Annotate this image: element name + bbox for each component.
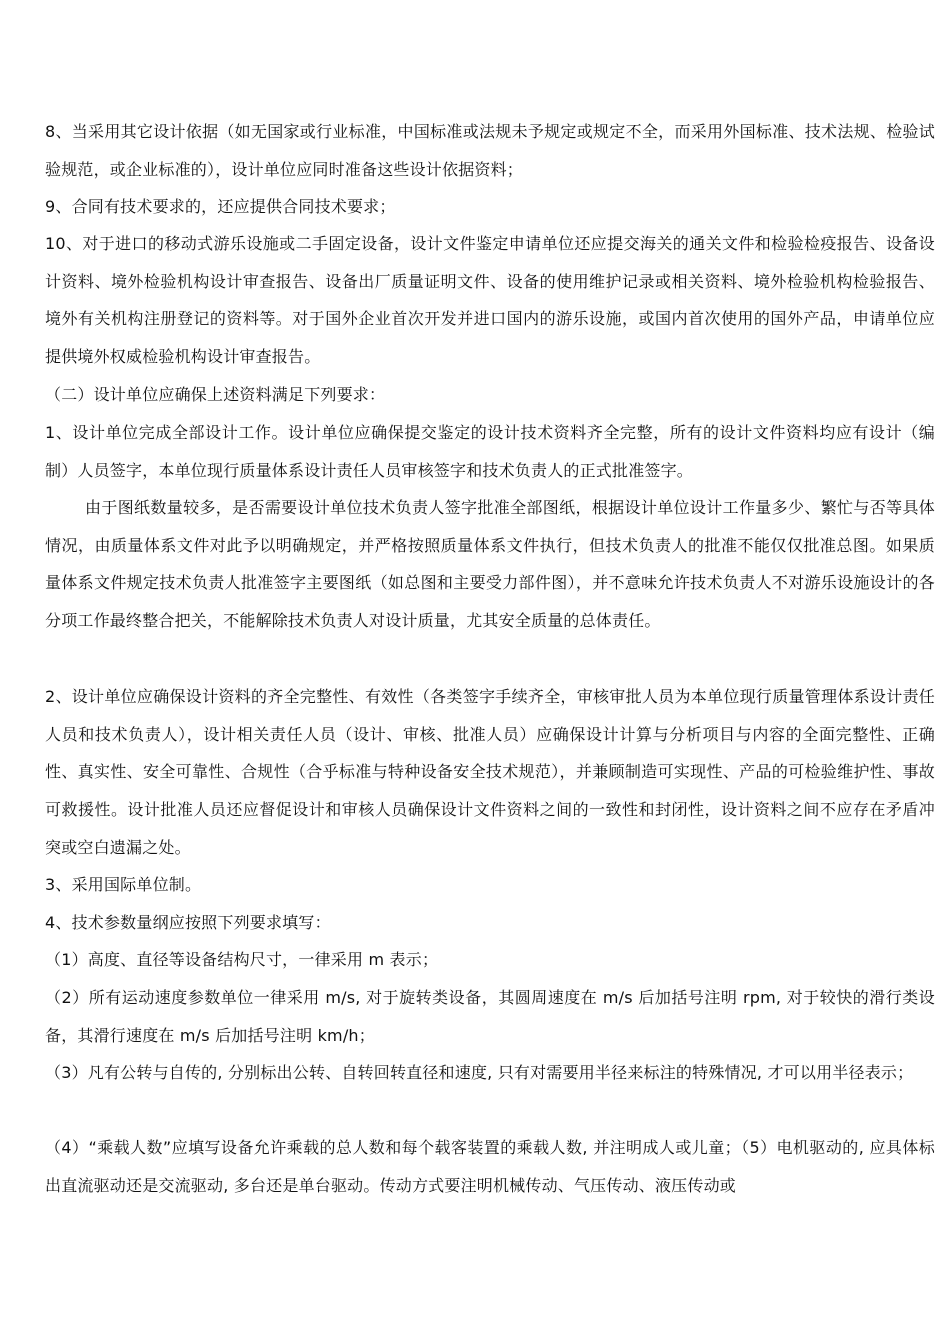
requirement-1: 1、设计单位完成全部设计工作。设计单位应确保提交鉴定的设计技术资料齐全完整，所有的设计文件资料均应有设计（编制）人员签字，本单位现行质量体系设计责任人员审核签字和技术负责人的正式批准签字。 xyxy=(45,423,935,480)
paragraph-item-10: 10、对于进口的移动式游乐设施或二手固定设备，设计文件鉴定申请单位还应提交海关的通关文件和检验检疫报告、设备设计资料、境外检验机构设计审查报告、设备出厂质量证明文件、设备的使用维护记录或相关资料、境外检验机构检验报告、境外有关机构注册登记的资料等。对于国外企业首次开发并进口国内的游乐设施，或国内首次使用的国外产品，申请单位应提供境外权威检验机构设计审查报告。 xyxy=(45,234,935,367)
requirement-3: 3、采用国际单位制。 xyxy=(45,875,202,894)
requirement-4: 4、技术参数量纲应按照下列要求填写： xyxy=(45,913,331,932)
paragraph-item-9: 9、合同有技术要求的，还应提供合同技术要求； xyxy=(45,197,396,216)
section-heading-2: （二）设计单位应确保上述资料满足下列要求： xyxy=(45,385,386,404)
requirement-2: 2、设计单位应确保设计资料的齐全完整性、有效性（各类签字手续齐全，审核审批人员为本单位现行质量管理体系设计责任人员和技术负责人），设计相关责任人员（设计、审核、批准人员）应确保设计计算与分析项目与内容的全面完整性、正确性、真实性、安全可靠性、合规性（合乎标准与特种设备安全技术规范），并兼顾制造可实现性、产品的可检验维护性、事故可救援性。设计批准人员还应督促设计和审核人员确保设计文件资料之间的一致性和封闭性，设计资料之间不应存在矛盾冲突或空白遗漏之处。 xyxy=(45,687,935,857)
unit-rule-4-5: （4）“乘载人数”应填写设备允许乘载的总人数和每个载客装置的乘载人数, 并注明成人或儿童；（5）电机驱动的, 应具体标出直流驱动还是交流驱动, 多台还是单台驱动。传动方式要注明机械传动、气压传动、液压传动或 xyxy=(45,1138,935,1195)
unit-rule-3: （3）凡有公转与自传的, 分别标出公转、自转回转直径和速度, 只有对需要用半径来标注的特殊情况, 才可以用半径表示； xyxy=(45,1063,914,1082)
requirement-1-note: 由于图纸数量较多，是否需要设计单位技术负责人签字批准全部图纸，根据设计单位设计工作量多少、繁忙与否等具体情况，由质量体系文件对此予以明确规定，并严格按照质量体系文件执行，但技术负责人的批准不能仅仅批准总图。如果质量体系文件规定技术负责人批准签字主要图纸（如总图和主要受力部件图），并不意味允许技术负责人不对游乐设施设计的各分项工作最终整合把关，不能解除技术负责人对设计质量，尤其安全质量的总体责任。 xyxy=(45,498,935,631)
unit-rule-2: （2）所有运动速度参数单位一律采用 m/s, 对于旋转类设备，其圆周速度在 m/s 后加括号注明 rpm, 对于较快的滑行类设备，其滑行速度在 m/s 后加括号注明 km/h； xyxy=(45,988,935,1045)
unit-rule-1: （1）高度、直径等设备结构尺寸，一律采用 m 表示； xyxy=(45,950,439,969)
paragraph-item-8: 8、当采用其它设计依据（如无国家或行业标准，中国标准或法规未予规定或规定不全，而采用外国标准、技术法规、检验试验规范，或企业标准的），设计单位应同时准备这些设计依据资料； xyxy=(45,122,935,179)
